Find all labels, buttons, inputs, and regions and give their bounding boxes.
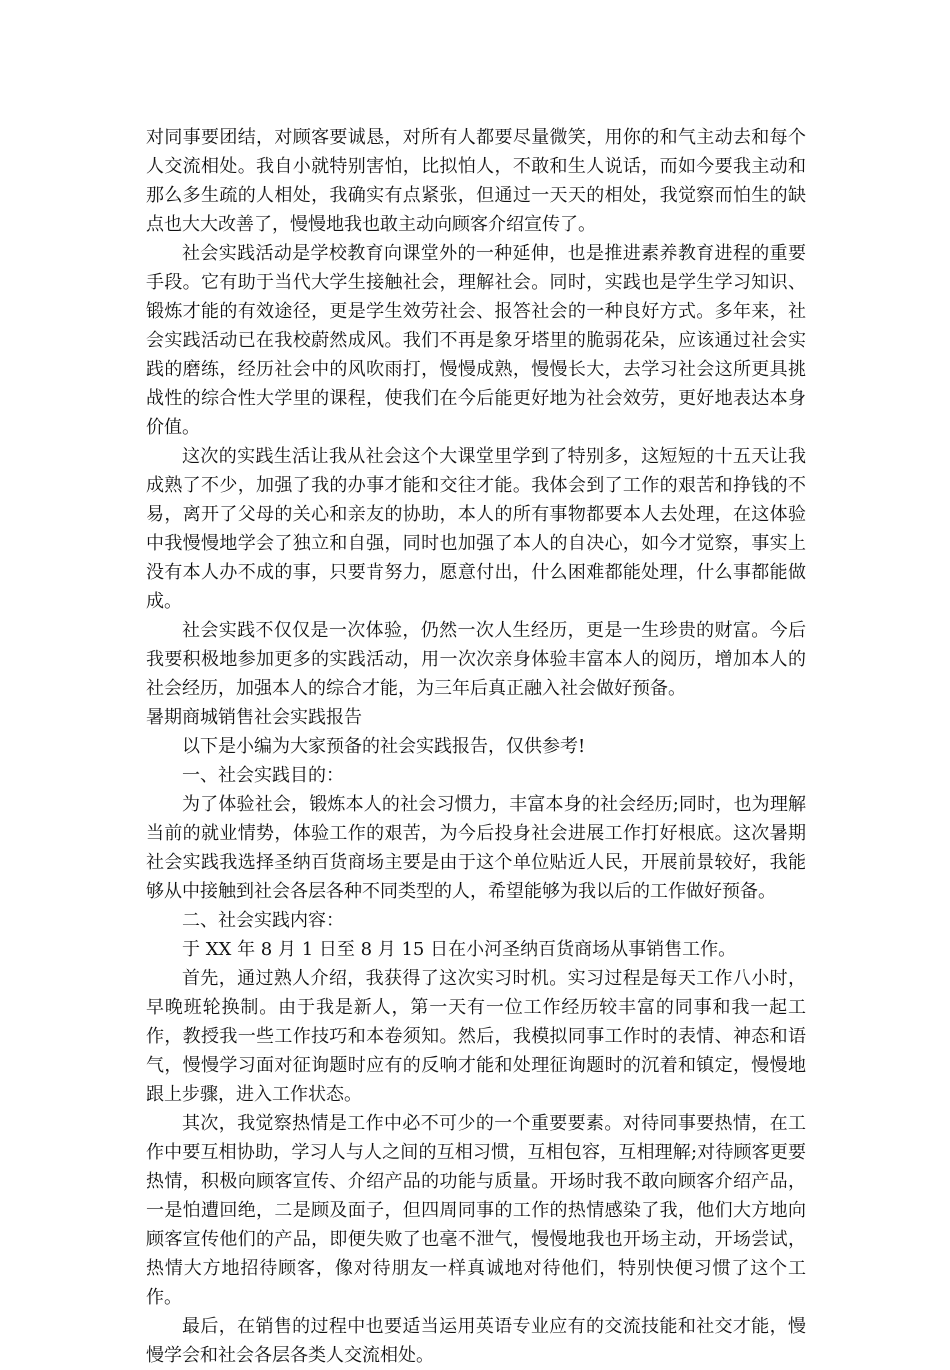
paragraph: 这次的实践生活让我从社会这个大课堂里学到了特别多，这短短的十五天让我成熟了不少，加强了我的办事才能和交往才能。我体会到了工作的艰苦和挣钱的不易，离开了父母的关心和亲友的协助，本人的所有事物都要本人去处理，在这体验中我慢慢地学会了独立和自强，同时也加强了本人的自决心，如今才觉察，事实上没有本人办不成的事，只要肯努力，愿意付出，什么困难都能处理，什么事都能做成。 [146,446,806,612]
section-title: 暑期商城销售社会实践报告 [146,707,362,728]
paragraph: 社会实践不仅仅是一次体验，仍然一次人生经历，更是一生珍贵的财富。今后我要积极地参加更多的实践活动，用一次次亲身体验丰富本人的阅历，增加本人的社会经历，加强本人的综合才能，为三年后真正融入社会做好预备。 [146,620,806,699]
paragraph: 最后，在销售的过程中也要适当运用英语专业应有的交流技能和社交才能，慢慢学会和社会各层各类人交流相处。 [146,1316,806,1366]
document-body [146,123,806,1370]
paragraph: 于 XX 年 8 月 1 日至 8 月 15 日在小河圣纳百货商场从事销售工作。 [182,939,737,960]
paragraph: 首先，通过熟人介绍，我获得了这次实习时机。实习过程是每天工作八小时，早晚班轮换制。由于我是新人，第一天有一位工作经历较丰富的同事和我一起工作，教授我一些工作技巧和本卷须知。然后，我模拟同事工作时的表情、神态和语气，慢慢学习面对征询题时应有的反响才能和处理征询题时的沉着和镇定，慢慢地跟上步骤，进入工作状态。 [146,968,806,1105]
paragraph: 以下是小编为大家预备的社会实践报告，仅供参考! [182,736,586,757]
section-heading: 一、社会实践目的： [182,765,344,786]
section-heading: 二、社会实践内容： [182,910,344,931]
paragraph: 社会实践活动是学校教育向课堂外的一种延伸，也是推进素养教育进程的重要手段。它有助于当代大学生接触社会，理解社会。同时，实践也是学生学习知识、锻炼才能的有效途径，更是学生效劳社会、报答社会的一种良好方式。多年来，社会实践活动已在我校蔚然成风。我们不再是象牙塔里的脆弱花朵，应该通过社会实践的磨练，经历社会中的风吹雨打，慢慢成熟，慢慢长大，去学习社会这所更具挑战性的综合性大学里的课程，使我们在今后能更好地为社会效劳，更好地表达本身价值。 [146,243,806,438]
paragraph: 为了体验社会，锻炼本人的社会习惯力，丰富本身的社会经历;同时，也为理解当前的就业情势，体验工作的艰苦，为今后投身社会进展工作打好根底。这次暑期社会实践我选择圣纳百货商场主要是由于这个单位贴近人民，开展前景较好，我能够从中接触到社会各层各种不同类型的人，希望能够为我以后的工作做好预备。 [146,794,806,902]
paragraph: 对同事要团结，对顾客要诚恳，对所有人都要尽量微笑，用你的和气主动去和每个人交流相处。我自小就特别害怕，比拟怕人，不敢和生人说话，而如今要我主动和那么多生疏的人相处，我确实有点紧张，但通过一天天的相处，我觉察而怕生的缺点也大大改善了，慢慢地我也敢主动向顾客介绍宣传了。 [146,127,806,235]
paragraph: 其次，我觉察热情是工作中必不可少的一个重要要素。对待同事要热情，在工作中要互相协助，学习人与人之间的互相习惯，互相包容，互相理解;对待顾客更要热情，积极向顾客宣传、介绍产品的功能与质量。开场时我不敢向顾客介绍产品，一是怕遭回绝，二是顾及面子，但四周同事的工作的热情感染了我，他们大方地向顾客宣传他们的产品，即便失败了也毫不泄气，慢慢地我也开场主动，开场尝试，热情大方地招待顾客，像对待朋友一样真诚地对待他们，特别快便习惯了这个工作。 [146,1113,806,1308]
